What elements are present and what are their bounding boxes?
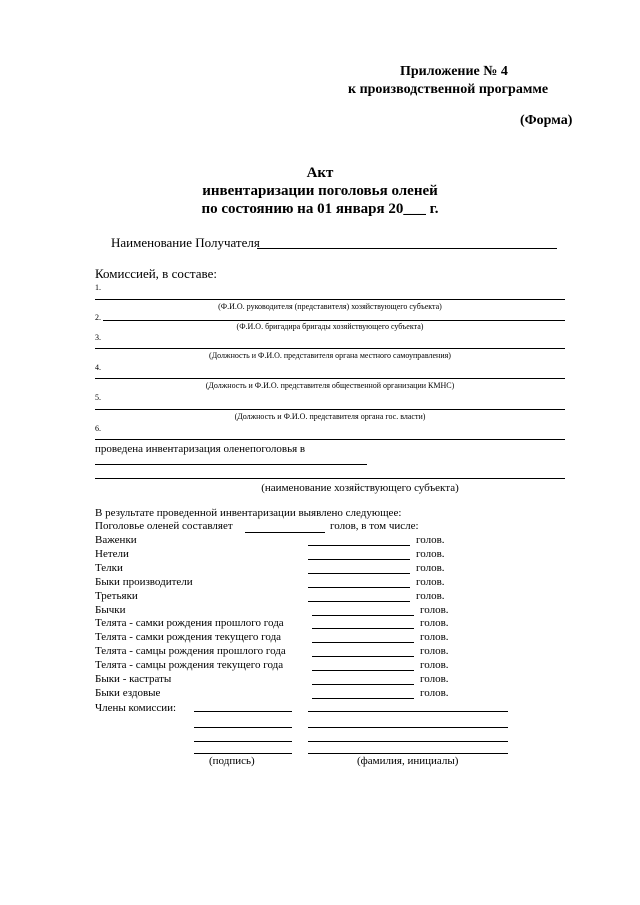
member-number: 4.: [95, 363, 101, 372]
category-count-field[interactable]: [308, 587, 410, 588]
member-field[interactable]: [95, 439, 565, 440]
act-title: Акт: [306, 165, 334, 181]
category-label: Важенки: [95, 534, 137, 546]
category-count-field[interactable]: [312, 642, 414, 643]
act-date-line: по состоянию на 01 января 20___ г.: [201, 201, 439, 217]
member-caption: (Должность и Ф.И.О. представителя органа местного самоуправления): [209, 351, 451, 360]
signature-field[interactable]: [194, 711, 292, 712]
member-caption: (Ф.И.О. бригадира бригады хозяйствующего субъекта): [236, 322, 424, 331]
subject-caption: (наименование хозяйствующего субъекта): [261, 482, 459, 494]
unit-label: голов.: [416, 534, 445, 546]
act-subtitle: инвентаризации поголовья оленей: [202, 183, 438, 199]
category-count-field[interactable]: [312, 684, 414, 685]
sign-caption: (подпись): [209, 755, 255, 767]
signatures-label: Члены комиссии:: [95, 702, 177, 714]
member-number: 2.: [95, 313, 101, 322]
category-label: Быки - кастраты: [95, 673, 172, 685]
unit-label: голов.: [420, 603, 449, 616]
commission-label: Комиссией, в составе:: [95, 266, 217, 281]
category-count-field[interactable]: [312, 698, 414, 699]
member-field[interactable]: [95, 299, 565, 300]
appendix-program: к производственной программе: [348, 82, 549, 97]
category-label: Бычки: [95, 603, 126, 616]
unit-label: голов.: [420, 659, 449, 672]
conducted-text: проведена инвентаризация оленепоголовья в: [95, 443, 306, 455]
unit-label: голов.: [416, 589, 445, 602]
category-label: Телята - самцы рождения текущего года: [95, 659, 284, 672]
total-prefix: Поголовье оленей составляет: [95, 520, 233, 532]
member-field[interactable]: [95, 378, 565, 379]
category-count-field[interactable]: [312, 615, 414, 616]
member-number: 6.: [95, 424, 101, 433]
category-count-field[interactable]: [312, 670, 414, 671]
name-field[interactable]: [308, 753, 508, 754]
unit-label: голов.: [416, 561, 445, 574]
category-count-field[interactable]: [308, 601, 410, 602]
category-label: Нетели: [95, 547, 129, 560]
member-field[interactable]: [95, 348, 565, 349]
category-label: Телята - самки рождения прошлого года: [95, 617, 284, 630]
member-number: 3.: [95, 333, 101, 342]
signature-field[interactable]: [194, 741, 292, 742]
member-caption: (Должность и Ф.И.О. представителя органа гос. власти): [234, 412, 426, 421]
member-caption: (Должность и Ф.И.О. представителя общественной организации КМНС): [205, 381, 455, 390]
unit-label: голов.: [420, 617, 449, 630]
name-field[interactable]: [308, 741, 508, 742]
conducted-field-1[interactable]: [95, 464, 367, 465]
unit-label: голов.: [420, 673, 449, 685]
category-count-field[interactable]: [312, 656, 414, 657]
recipient-field[interactable]: [257, 248, 557, 249]
member-field[interactable]: [103, 320, 565, 321]
form-label: (Форма): [520, 113, 573, 128]
unit-label: голов.: [420, 631, 449, 644]
conducted-field-2[interactable]: [95, 478, 565, 479]
name-caption: (фамилия, инициалы): [357, 755, 459, 767]
unit-label: голов.: [416, 575, 445, 588]
signature-field[interactable]: [194, 727, 292, 728]
member-field[interactable]: [95, 409, 565, 410]
signature-field[interactable]: [194, 753, 292, 754]
unit-label: голов.: [416, 547, 445, 560]
category-label: Телята - самки рождения текущего года: [95, 631, 282, 644]
category-label: Быки ездовые: [95, 686, 161, 699]
category-count-field[interactable]: [308, 545, 410, 546]
category-count-field[interactable]: [308, 559, 410, 560]
member-number: 1.: [95, 283, 101, 292]
total-field[interactable]: [245, 532, 325, 533]
category-count-field[interactable]: [312, 628, 414, 629]
recipient-label: Наименование Получателя: [111, 235, 260, 250]
name-field[interactable]: [308, 727, 508, 728]
category-label: Быки производители: [95, 575, 193, 588]
member-number: 5.: [95, 393, 101, 402]
category-label: Телята - самцы рождения прошлого года: [95, 645, 286, 658]
appendix-number: Приложение № 4: [400, 64, 508, 79]
name-field[interactable]: [308, 711, 508, 712]
result-intro: В результате проведенной инвентаризации выявлено следующее:: [95, 507, 402, 519]
unit-label: голов.: [420, 686, 449, 699]
member-caption: (Ф.И.О. руководителя (представителя) хозяйствующего субъекта): [218, 302, 442, 311]
total-suffix: голов, в том числе:: [330, 520, 419, 532]
category-count-field[interactable]: [308, 573, 410, 574]
unit-label: голов.: [420, 645, 449, 658]
category-label: Третьяки: [95, 589, 138, 602]
category-label: Телки: [95, 561, 123, 574]
